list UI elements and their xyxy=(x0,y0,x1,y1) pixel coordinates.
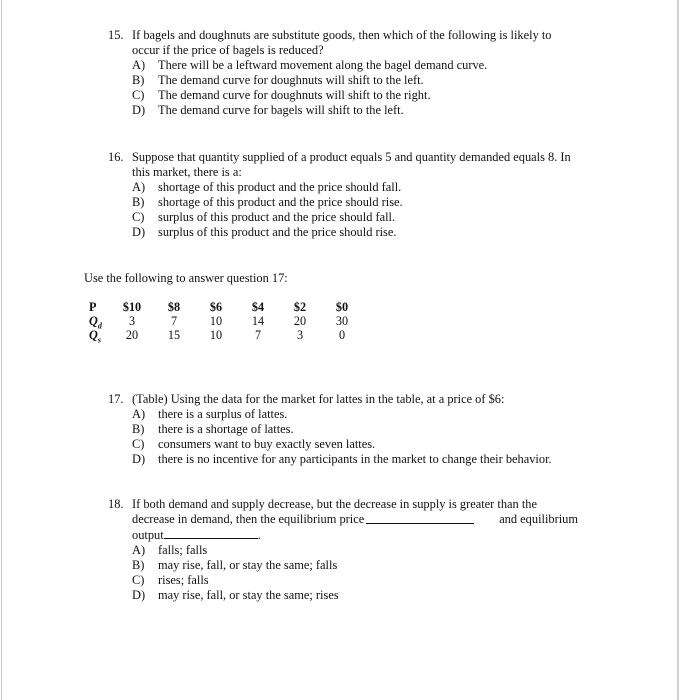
qd-cell: 20 xyxy=(293,314,307,328)
price-cell: $10 xyxy=(122,300,142,314)
option-letter: C) xyxy=(132,210,145,224)
option-c xyxy=(108,437,648,452)
qd-cell: 14 xyxy=(251,314,265,328)
page-right-border xyxy=(677,0,679,700)
option-letter: D) xyxy=(132,452,146,466)
option-letter: A) xyxy=(132,180,146,194)
price-cell: $2 xyxy=(293,300,307,314)
option-letter: D) xyxy=(132,103,146,117)
question-stem xyxy=(108,150,648,180)
option-c xyxy=(108,573,578,588)
option-letter: B) xyxy=(132,195,145,209)
question-number: 16. xyxy=(108,150,124,164)
option-letter: A) xyxy=(132,543,146,557)
option-text: surplus of this product and the price should fall. xyxy=(158,210,396,224)
option-text: may rise, fall, or stay the same; rises xyxy=(158,588,339,602)
qd-cell: 30 xyxy=(335,314,349,328)
option-text: shortage of this product and the price should fall. xyxy=(158,180,402,194)
option-text: The demand curve for bagels will shift to the left. xyxy=(158,103,404,117)
option-d xyxy=(108,452,648,467)
question-number: 15. xyxy=(108,28,124,42)
option-d xyxy=(108,103,628,118)
option-text: The demand curve for doughnuts will shift to the right. xyxy=(158,88,431,102)
option-letter: D) xyxy=(132,225,146,239)
option-letter: C) xyxy=(132,88,145,102)
qs-label xyxy=(83,328,111,345)
stem-line: occur if the price of bagels is reduced? xyxy=(132,43,324,57)
qs-label-main: Q xyxy=(89,328,98,342)
qs-cell: 10 xyxy=(209,328,223,342)
stem-text: output xyxy=(132,528,164,542)
question-17 xyxy=(108,392,648,467)
qd-cell: 3 xyxy=(128,314,136,328)
stem-line: If both demand and supply decrease, but the decrease in supply is greater than the xyxy=(132,497,537,511)
option-b xyxy=(108,558,578,573)
page-left-border xyxy=(1,0,2,700)
option-letter: C) xyxy=(132,437,145,451)
option-letter: B) xyxy=(132,73,145,87)
option-letter: B) xyxy=(132,558,145,572)
option-letter: D) xyxy=(132,588,146,602)
option-a xyxy=(108,543,578,558)
stem-text: . xyxy=(257,528,261,542)
question-16 xyxy=(108,150,648,240)
stem-line: If bagels and doughnuts are substitute goods, then which of the following is likely to xyxy=(132,28,552,42)
stem-text: and equilibrium xyxy=(499,512,578,526)
qs-cell: 20 xyxy=(125,328,139,342)
qd-cell: 7 xyxy=(170,314,178,328)
qd-label-main: Q xyxy=(89,314,98,328)
stem-line: this market, there is a: xyxy=(132,165,242,179)
question-number: 18. xyxy=(108,497,124,511)
qs-cell: 3 xyxy=(296,328,304,342)
question-stem xyxy=(108,28,628,58)
option-text: rises; falls xyxy=(158,573,209,587)
option-d xyxy=(108,588,578,603)
quantity-demanded-row xyxy=(83,314,363,328)
stem-text: decrease in demand, then the equilibrium price xyxy=(132,512,365,526)
option-text: surplus of this product and the price should rise. xyxy=(158,225,397,239)
answer-blank xyxy=(164,527,258,539)
option-a xyxy=(108,58,628,73)
option-c xyxy=(108,88,628,103)
stem-line-with-blank xyxy=(132,527,578,543)
option-text: falls; falls xyxy=(158,543,208,557)
qs-label-sub: s xyxy=(97,335,101,345)
question-stem xyxy=(108,392,648,407)
table-intro: Use the following to answer question 17: xyxy=(84,271,288,285)
option-d xyxy=(108,225,648,240)
option-b xyxy=(108,422,648,437)
stem-line-with-blank xyxy=(132,512,578,527)
question-number: 17. xyxy=(108,392,124,406)
price-label: P xyxy=(89,300,97,314)
option-a xyxy=(108,407,648,422)
answer-blank xyxy=(366,512,474,524)
option-letter: A) xyxy=(132,407,146,421)
qs-cell: 0 xyxy=(338,328,346,342)
quantity-supplied-row xyxy=(83,328,363,342)
qd-label-sub: d xyxy=(97,321,102,331)
option-text: there is a surplus of lattes. xyxy=(158,407,288,421)
price-cell: $0 xyxy=(335,300,349,314)
option-text: shortage of this product and the price should rise. xyxy=(158,195,403,209)
qd-label xyxy=(83,314,111,331)
option-text: The demand curve for doughnuts will shift to the left. xyxy=(158,73,424,87)
option-text: consumers want to buy exactly seven lattes. xyxy=(158,437,376,451)
option-text: may rise, fall, or stay the same; falls xyxy=(158,558,338,572)
option-text: There will be a leftward movement along the bagel demand curve. xyxy=(158,58,488,72)
price-cell: $4 xyxy=(251,300,265,314)
stem-line: Suppose that quantity supplied of a product equals 5 and quantity demanded equals 8. In xyxy=(132,150,571,164)
qs-cell: 15 xyxy=(167,328,181,342)
lattes-market-table xyxy=(83,300,363,345)
option-text: there is no incentive for any participants in the market to change their behavior. xyxy=(158,452,552,466)
qd-cell: 10 xyxy=(209,314,223,328)
price-row xyxy=(83,300,363,314)
price-cell: $6 xyxy=(209,300,223,314)
option-c xyxy=(108,210,648,225)
option-a xyxy=(108,180,648,195)
qs-cell: 7 xyxy=(254,328,262,342)
stem-line: (Table) Using the data for the market for lattes in the table, at a price of $6: xyxy=(132,392,505,406)
option-letter: C) xyxy=(132,573,145,587)
option-letter: B) xyxy=(132,422,145,436)
option-text: there is a shortage of lattes. xyxy=(158,422,294,436)
option-b xyxy=(108,73,628,88)
question-15 xyxy=(108,28,628,118)
price-cell: $8 xyxy=(167,300,181,314)
question-18 xyxy=(108,497,578,603)
question-stem xyxy=(108,497,578,543)
option-letter: A) xyxy=(132,58,146,72)
option-b xyxy=(108,195,648,210)
